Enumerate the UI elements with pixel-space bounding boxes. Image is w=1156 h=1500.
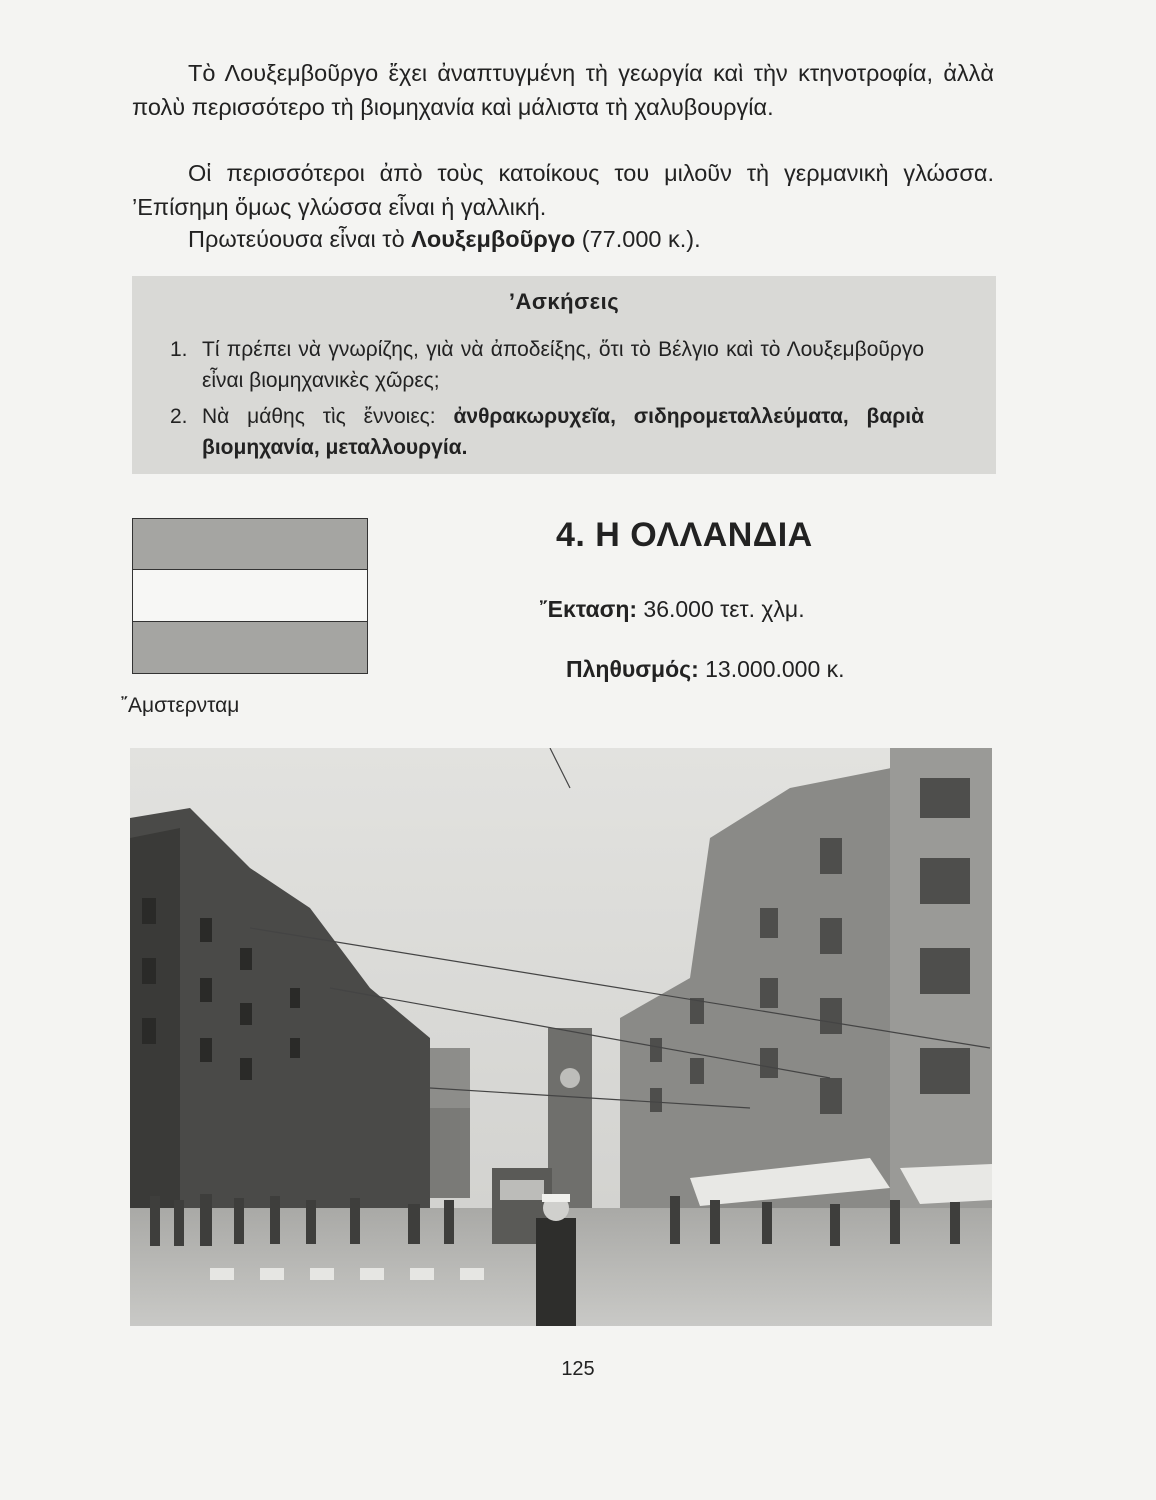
exercise-item-1: 1. Τί πρέπει νὰ γνωρίζης, γιὰ νὰ ἀποδείξης, ὅτι τὸ Βέλγιο καὶ τὸ Λουξεμβοῦργο εἶναι βιομηχανικὲς χῶρες; <box>170 338 924 392</box>
flag-stripe-bottom <box>133 622 367 673</box>
flag-stripe-middle <box>133 570 367 621</box>
section-title: 4. Η ΟΛΛΑΝΔΙΑ <box>556 516 813 554</box>
capital-caption: ῎Αμστερνταμ <box>121 694 240 717</box>
netherlands-flag <box>132 518 368 674</box>
exercises-box <box>132 276 996 474</box>
population-fact: Πληθυσμός: 13.000.000 κ. <box>566 656 845 682</box>
flag-stripe-top <box>133 519 367 570</box>
page-number: 125 <box>561 1358 595 1380</box>
capital-luxembourg: Λουξεμβοῦργο <box>411 226 576 252</box>
amsterdam-street-photo <box>130 748 992 1326</box>
intro-paragraph-2: Οἱ περισσότεροι ἀπὸ τοὺς κατοίκους του μιλοῦν τὴ γερμανικὴ γλώσσα. ’Επίσημη ὅμως γλώσσα εἶναι ἡ γαλλική. <box>132 160 994 220</box>
area-fact: ῎Εκταση: 36.000 τετ. χλμ. <box>540 596 805 622</box>
intro-paragraph-1: Τὸ Λουξεμβοῦργο ἔχει ἀναπτυγμένη τὴ γεωργία καὶ τὴν κτηνοτροφία, ἀλλὰ πολὺ περισσότερο τὴ βιομηχανία καὶ μάλιστα τὴ χαλυβουργία. <box>132 60 994 120</box>
exercises-title: ’Ασκήσεις <box>508 289 620 314</box>
intro-paragraph-3: Πρωτεύουσα εἶναι τὸ Λουξεμβοῦργο (77.000 κ.). <box>188 226 701 252</box>
exercise-item-2: 2. Νὰ μάθης τὶς ἔννοιες: ἀνθρακωρυχεῖα, σιδηρομεταλλεύματα, βαριὰ βιομηχανία, μεταλλουργία. <box>170 405 924 459</box>
